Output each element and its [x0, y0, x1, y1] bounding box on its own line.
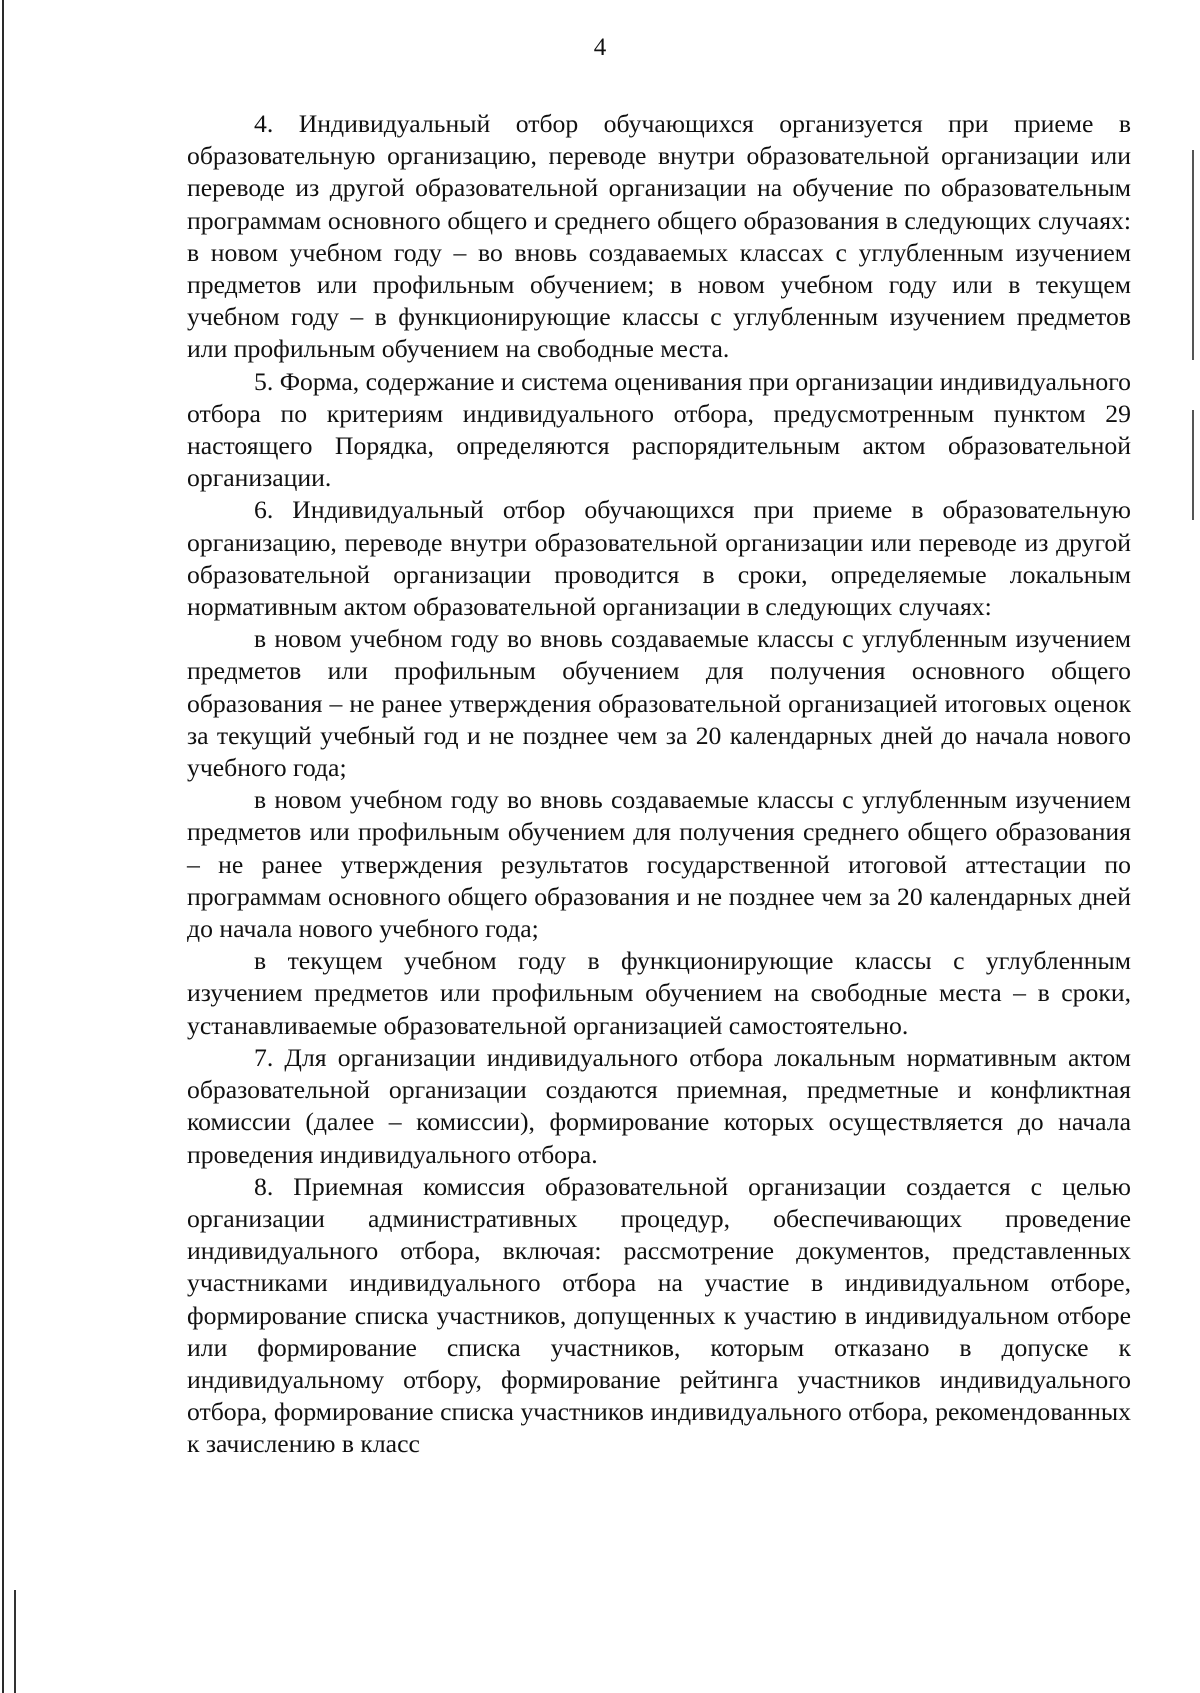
page-number: 4: [593, 34, 607, 61]
paragraph-item-6: 6. Индивидуальный отбор обучающихся при приеме в образовательную организацию, переводе внутри образовательной организации или переводе из другой образовательной организации проводится в сроки, определяемые локальным нормативным актом образовательной организации в следующих случаях:: [187, 495, 1131, 622]
paragraph-item-6-case-3: в текущем учебном году в функционирующие классы с углубленным изучением предметов или профильным обучением на свободные места – в сроки, устанавливаемые образовательной организацией самостоятельно.: [187, 946, 1131, 1040]
scan-edge-right: [1192, 410, 1194, 520]
paragraph-item-6-case-1: в новом учебном году во вновь создаваемые классы с углубленным изучением предметов или профильным обучением для получения основного общего образования – не ранее утверждения образовательной организацией итоговых оценок за текущий учебный год и не позднее чем за 20 календарных дней до начала нового учебного года;: [187, 624, 1131, 783]
paragraph-item-7: 7. Для организации индивидуального отбора локальным нормативным актом образовательной организации создаются приемная, предметные и конфликтная комиссии (далее – комиссии), формирование которых осуществляется до начала проведения индивидуального отбора.: [187, 1042, 1131, 1169]
scan-edge-left-bottom: [14, 1590, 16, 1693]
paragraph-item-5: 5. Форма, содержание и система оценивания при организации индивидуального отбора по критериям индивидуального отбора, предусмотренным пунктом 29 настоящего Порядка, определяются распорядительным актом образовательной организации.: [187, 366, 1131, 493]
scan-edge-left: [2, 0, 4, 1693]
document-body: [187, 108, 1131, 1461]
paragraph-item-4: 4. Индивидуальный отбор обучающихся организуется при приеме в образовательную организацию, переводе внутри образовательной организации или переводе из другой образовательной организации на обучение по образовательным программам основного общего и среднего общего образования в следующих случаях: в новом учебном году – во вновь создаваемых классах с углубленным изучением предметов или профильным обучением; в новом учебном году или в текущем учебном году – в функционирующие классы с углубленным изучением предметов или профильным обучением на свободные места.: [187, 109, 1131, 364]
paragraph-item-6-case-2: в новом учебном году во вновь создаваемые классы с углубленным изучением предметов или профильным обучением для получения среднего общего образования – не ранее утверждения результатов государственной итоговой аттестации по программам основного общего образования и не позднее чем за 20 календарных дней до начала нового учебного года;: [187, 785, 1131, 944]
paragraph-item-8: 8. Приемная комиссия образовательной организации создается с целью организации административных процедур, обеспечивающих проведение индивидуального отбора, включая: рассмотрение документов, представленных участниками индивидуального отбора на участие в индивидуальном отборе, формирование списка участников, допущенных к участию в индивидуальном отборе или формирование списка участников, которым отказано в допуске к индивидуальному отбору, формирование рейтинга участников индивидуального отбора, формирование списка участников индивидуального отбора, рекомендованных к зачислению в класс: [187, 1171, 1131, 1459]
scan-edge-right: [1192, 150, 1194, 360]
